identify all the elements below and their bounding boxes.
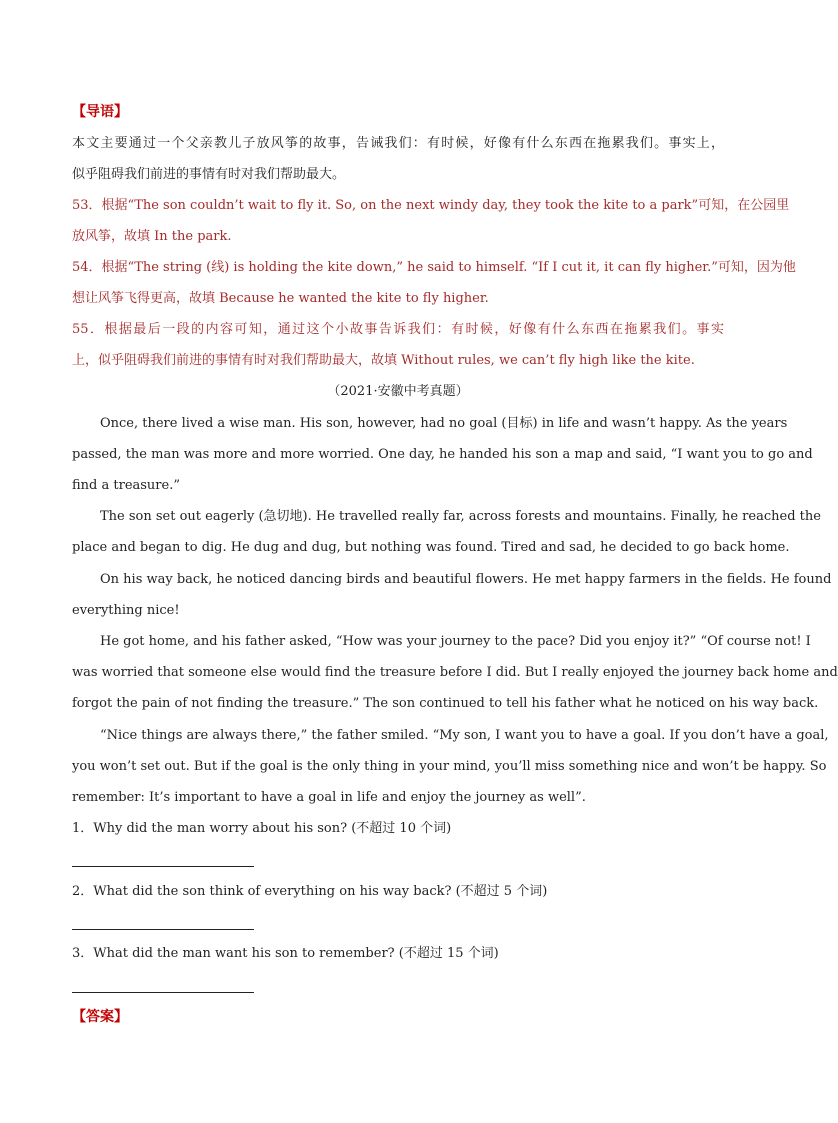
analysis-53-line-2: 放风筝，故填 In the park. bbox=[72, 229, 232, 244]
answer-blank-1[interactable] bbox=[72, 866, 254, 867]
answer-blank-3[interactable] bbox=[72, 992, 254, 993]
answer-heading: 【答案】 bbox=[72, 1009, 128, 1025]
answer-blank-2[interactable] bbox=[72, 929, 254, 930]
intro-line-1: 本文主要通过一个父亲教儿子放风筝的故事，告诫我们：有时候，好像有什么东西在拖累我们。事实上， bbox=[72, 136, 724, 151]
passage-p3-line-2: everything nice! bbox=[72, 603, 180, 618]
analysis-55-line-1: 55．根据最后一段的内容可知，通过这个小故事告诉我们：有时候，好像有什么东西在拖累我们。事实 bbox=[72, 322, 724, 337]
question-3: 3．What did the man want his son to remember? (不超过 15 个词) bbox=[72, 946, 499, 961]
passage-p1-line-1: Once, there lived a wise man. His son, however, had no goal (目标) in life and wasn’t happy. As the years bbox=[100, 416, 788, 431]
intro-line-2: 似乎阻碍我们前进的事情有时对我们帮助最大。 bbox=[72, 167, 346, 182]
analysis-54-line-1: 54．根据“The string (线) is holding the kite down,” he said to himself. “If I cut it, it can fly higher.”可知，因为他 bbox=[72, 260, 796, 275]
passage-p5-line-2: you won’t set out. But if the goal is the only thing in your mind, you’ll miss something nice and won’t be happy. So bbox=[72, 759, 827, 774]
source-label: （2021·安徽中考真题） bbox=[327, 384, 469, 399]
passage-p4-line-1: He got home, and his father asked, “How was your journey to the pace? Did you enjoy it?” “Of course not! I bbox=[100, 634, 811, 649]
passage-p2-line-2: place and began to dig. He dug and dug, but nothing was found. Tired and sad, he decided to go back home. bbox=[72, 540, 790, 555]
analysis-54-line-2: 想让风筝飞得更高，故填 Because he wanted the kite to fly higher. bbox=[72, 291, 489, 306]
question-2: 2．What did the son think of everything on his way back? (不超过 5 个词) bbox=[72, 884, 548, 899]
passage-p4-line-3: forgot the pain of not finding the treasure.” The son continued to tell his father what he noticed on his way back. bbox=[72, 696, 819, 711]
passage-p1-line-3: find a treasure.” bbox=[72, 478, 180, 493]
passage-p5-line-1: “Nice things are always there,” the father smiled. “My son, I want you to have a goal. If you don’t have a goal, bbox=[100, 728, 829, 743]
passage-p2-line-1: The son set out eagerly (急切地). He travelled really far, across forests and mountains. Finally, he reached the bbox=[100, 509, 821, 524]
passage-p5-line-3: remember: It’s important to have a goal in life and enjoy the journey as well”. bbox=[72, 790, 586, 805]
analysis-53-line-1: 53．根据“The son couldn’t wait to fly it. So, on the next windy day, they took the kite to a park”可知，在公园里 bbox=[72, 198, 790, 213]
passage-p4-line-2: was worried that someone else would find the treasure before I did. But I really enjoyed the journey back home and bbox=[72, 665, 838, 680]
passage-p1-line-2: passed, the man was more and more worried. One day, he handed his son a map and said, “I want you to go and bbox=[72, 447, 813, 462]
passage-p3-line-1: On his way back, he noticed dancing birds and beautiful flowers. He met happy farmers in the fields. He found bbox=[100, 572, 832, 587]
intro-heading: 【导语】 bbox=[72, 104, 128, 120]
question-1: 1．Why did the man worry about his son? (不超过 10 个词) bbox=[72, 821, 452, 836]
analysis-55-line-2: 上，似乎阻碍我们前进的事情有时对我们帮助最大，故填 Without rules, we can’t fly high like the kite. bbox=[72, 353, 695, 368]
